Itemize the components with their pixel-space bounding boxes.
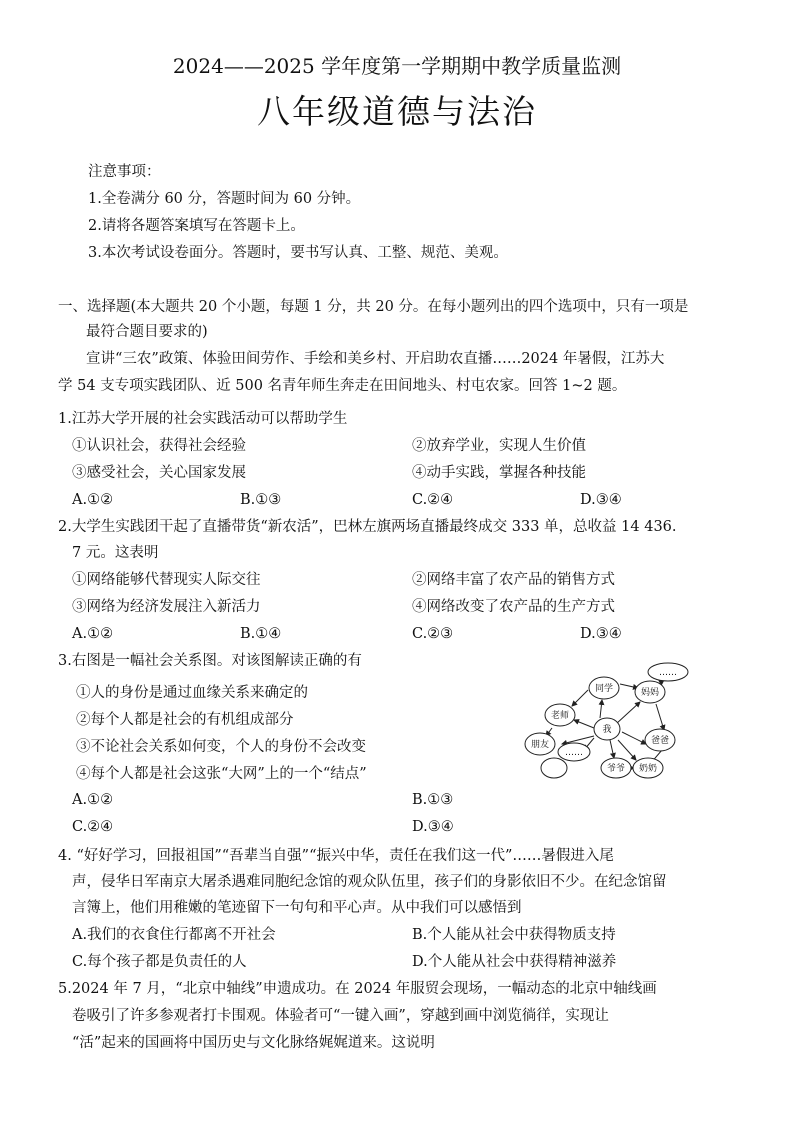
question-stem-cont: 7 元。这表明 [72, 545, 159, 561]
option-c[interactable]: C.②④ [412, 492, 454, 508]
option-d[interactable]: D.③④ [580, 492, 622, 508]
option-b[interactable]: B.个人能从社会中获得物质支持 [412, 927, 616, 943]
question-stem: 2.大学生实践团干起了直播带货“新农活”，巴林左旗两场直播最终成交 333 单，总收益 14 436. [58, 519, 677, 535]
diagram-label: 同学 [594, 684, 614, 694]
exam-header: 2024——2025 学年度第一学期期中教学质量监测 [172, 54, 622, 78]
section-title: 一、选择题(本大题共 20 个小题，每题 1 分，共 20 分。在每小题列出的四个选项中，只有一项是 [58, 299, 689, 315]
statement: ④动手实践，掌握各种技能 [412, 465, 586, 481]
option-c[interactable]: C.②③ [412, 626, 454, 642]
statement: ④网络改变了农产品的生产方式 [412, 599, 615, 615]
exam-subject-title: 八年级道德与法治 [257, 92, 537, 131]
statement: ①人的身份是通过血缘关系来确定的 [76, 685, 308, 701]
option-d[interactable]: D.个人能从社会中获得精神滋养 [412, 954, 617, 970]
statement: ③感受社会，关心国家发展 [72, 465, 246, 481]
section-title-cont: 最符合题目要求的) [86, 324, 208, 340]
note-item: 2.请将各题答案填写在答题卡上。 [88, 218, 305, 234]
statement: ②网络丰富了农产品的销售方式 [412, 572, 615, 588]
question-stem: 1.江苏大学开展的社会实践活动可以帮助学生 [58, 411, 348, 427]
option-a[interactable]: A.①② [72, 492, 114, 508]
statement: ②每个人都是社会的有机组成部分 [76, 712, 294, 728]
question-stem: 3.右图是一幅社会关系图。对该图解读正确的有 [58, 653, 362, 669]
diagram-label: 我 [602, 725, 612, 735]
statement: ③网络为经济发展注入新活力 [72, 599, 261, 615]
diagram-node-empty [541, 758, 567, 778]
question-stem: 4. “好好学习，回报祖国”“吾辈当自强”“振兴中华，责任在我们这一代”……暑假进入尾 [58, 848, 614, 864]
question-stem-cont: 言簿上，他们用稚嫩的笔迹留下一句句和平心声。从中我们可以感悟到 [72, 900, 522, 916]
question-stem: 5.2024 年 7 月，“北京中轴线”申遗成功。在 2024 年服贸会现场，一幅动态的北京中轴线画 [58, 981, 657, 997]
option-b[interactable]: B.①③ [412, 792, 454, 808]
option-a[interactable]: A.我们的衣食住行都离不开社会 [72, 927, 276, 943]
statement: ①认识社会，获得社会经验 [72, 438, 246, 454]
option-a[interactable]: A.①② [72, 626, 114, 642]
statement: ②放弃学业，实现人生价值 [412, 438, 586, 454]
question-stem-cont: 声，侵华日军南京大屠杀遇难同胞纪念馆的观众队伍里，孩子们的身影依旧不少。在纪念馆留 [72, 874, 667, 890]
diagram-label: …… [565, 748, 583, 758]
social-relationship-diagram [510, 660, 700, 780]
note-item: 1.全卷满分 60 分，答题时间为 60 分钟。 [88, 191, 361, 207]
question-stem-cont: 卷吸引了许多参观者打卡围观。体验者可“一键入画”，穿越到画中浏览徜徉，实现让 [72, 1008, 609, 1024]
option-c[interactable]: C.②④ [72, 819, 114, 835]
diagram-label: 老师 [550, 711, 570, 721]
diagram-label: …… [659, 668, 677, 678]
material-intro-cont: 学 54 支专项实践团队、近 500 名青年师生奔走在田间地头、村屯农家。回答 1~2 题。 [58, 378, 627, 394]
option-d[interactable]: D.③④ [412, 819, 454, 835]
diagram-label: 爸爸 [650, 736, 670, 746]
statement: ③不论社会关系如何变，个人的身份不会改变 [76, 739, 366, 755]
diagram-label: 妈妈 [640, 688, 660, 698]
material-intro: 宣讲“三农”政策、体验田间劳作、手绘和美乡村、开启助农直播……2024 年暑假，江苏大 [86, 351, 665, 367]
diagram-label: 朋友 [530, 740, 550, 750]
statement: ④每个人都是社会这张“大网”上的一个“结点” [76, 766, 367, 782]
option-c[interactable]: C.每个孩子都是负责任的人 [72, 954, 247, 970]
statement: ①网络能够代替现实人际交往 [72, 572, 261, 588]
option-a[interactable]: A.①② [72, 792, 114, 808]
option-b[interactable]: B.①④ [240, 626, 282, 642]
option-b[interactable]: B.①③ [240, 492, 282, 508]
diagram-label: 奶奶 [638, 764, 658, 774]
notes-heading: 注意事项： [88, 164, 161, 180]
note-item: 3.本次考试设卷面分。答题时，要书写认真、工整、规范、美观。 [88, 245, 508, 261]
diagram-label: 爷爷 [606, 764, 626, 774]
option-d[interactable]: D.③④ [580, 626, 622, 642]
question-stem-cont: “活”起来的国画将中国历史与文化脉络娓娓道来。这说明 [72, 1035, 435, 1051]
